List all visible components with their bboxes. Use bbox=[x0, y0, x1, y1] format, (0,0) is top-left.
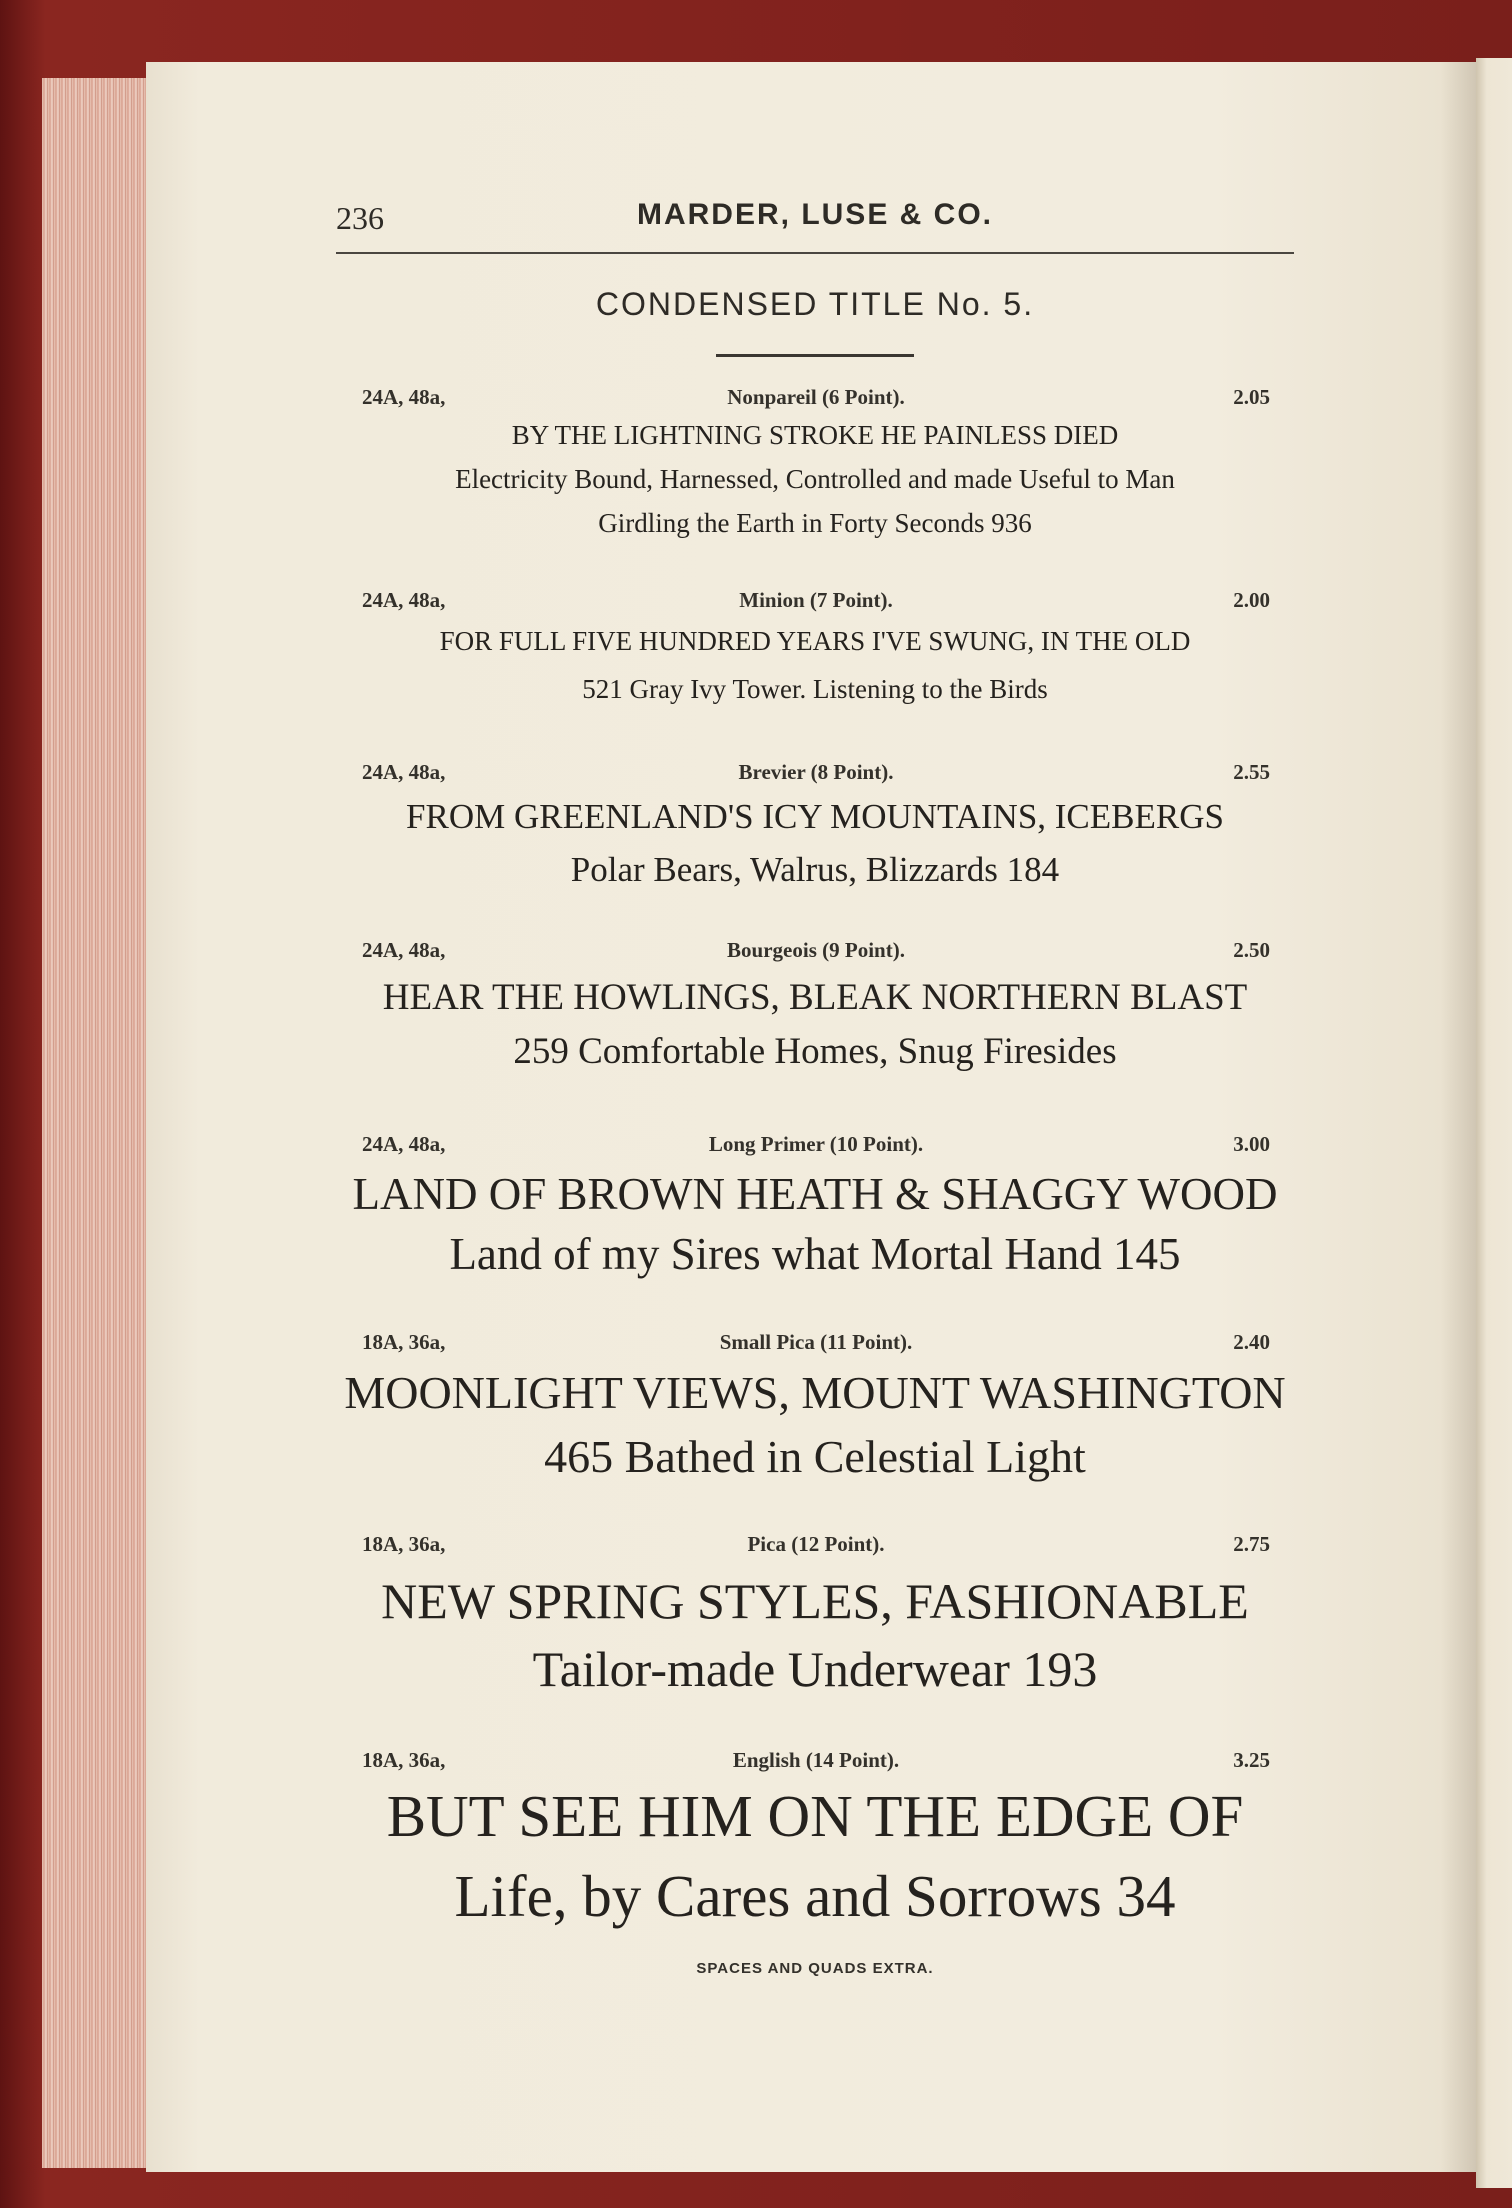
specimen-spec-english bbox=[362, 1748, 1270, 1778]
specimen-line: 259 Comfortable Homes, Snug Firesides bbox=[513, 1031, 1117, 1072]
specimen-count: 24A, 48a, bbox=[362, 1132, 446, 1156]
specimen-line: Land of my Sires what Mortal Hand 145 bbox=[449, 1229, 1181, 1279]
specimen-price: 2.05 bbox=[1233, 385, 1270, 409]
specimen-line: Life, by Cares and Sorrows 34 bbox=[454, 1863, 1176, 1929]
section-title: CONDENSED TITLE No. 5. bbox=[595, 286, 1035, 322]
title-rule bbox=[716, 354, 914, 357]
specimen-line: FOR FULL FIVE HUNDRED YEARS I'VE SWUNG, IN THE OLD bbox=[439, 626, 1191, 656]
page-edges bbox=[42, 78, 152, 2168]
specimen-count: 18A, 36a, bbox=[362, 1748, 446, 1772]
specimen-price: 2.55 bbox=[1233, 760, 1270, 784]
specimen-line: MOONLIGHT VIEWS, MOUNT WASHINGTON bbox=[344, 1367, 1286, 1418]
specimen-price: 2.50 bbox=[1233, 938, 1270, 962]
specimen-count: 24A, 48a, bbox=[362, 760, 446, 784]
header-rule bbox=[336, 252, 1294, 254]
specimen-line: Polar Bears, Walrus, Blizzards 184 bbox=[570, 850, 1060, 889]
specimen-count: 18A, 36a, bbox=[362, 1532, 446, 1556]
specimen-count: 24A, 48a, bbox=[362, 588, 446, 612]
specimen-count: 24A, 48a, bbox=[362, 385, 446, 409]
specimen-size: English (14 Point). bbox=[732, 1748, 900, 1772]
footer-note: SPACES AND QUADS EXTRA. bbox=[696, 1960, 934, 1977]
specimen-line: Girdling the Earth in Forty Seconds 936 bbox=[598, 508, 1032, 538]
specimen-size: Nonpareil (6 Point). bbox=[727, 385, 905, 409]
specimen-count: 24A, 48a, bbox=[362, 938, 446, 962]
specimen-line: BY THE LIGHTNING STROKE HE PAINLESS DIED bbox=[511, 420, 1119, 450]
specimen-spec-small-pica bbox=[362, 1330, 1270, 1360]
specimen-spec-brevier bbox=[362, 760, 1270, 790]
specimen-line: LAND OF BROWN HEATH & SHAGGY WOOD bbox=[352, 1169, 1278, 1219]
specimen-count: 18A, 36a, bbox=[362, 1330, 446, 1354]
specimen-line: 465 Bathed in Celestial Light bbox=[544, 1431, 1086, 1482]
specimen-spec-pica bbox=[362, 1532, 1270, 1562]
specimen-line: Tailor-made Underwear 193 bbox=[532, 1641, 1098, 1697]
specimen-spec-minion bbox=[362, 588, 1270, 618]
gutter-shadow bbox=[1440, 62, 1480, 2172]
specimen-line: Electricity Bound, Harnessed, Controlled and made Useful to Man bbox=[455, 464, 1175, 494]
specimen-line: 521 Gray Ivy Tower. Listening to the Birds bbox=[582, 674, 1048, 704]
facing-page-edge bbox=[1476, 58, 1512, 2188]
page-number: 236 bbox=[336, 200, 384, 236]
specimen-line: BUT SEE HIM ON THE EDGE OF bbox=[386, 1783, 1244, 1849]
page-header bbox=[336, 192, 1294, 252]
specimen-size: Small Pica (11 Point). bbox=[719, 1330, 913, 1354]
specimen-size: Brevier (8 Point). bbox=[738, 760, 894, 784]
specimen-line: NEW SPRING STYLES, FASHIONABLE bbox=[381, 1573, 1249, 1629]
specimen-price: 2.00 bbox=[1233, 588, 1270, 612]
specimen-size: Long Primer (10 Point). bbox=[708, 1132, 924, 1156]
specimen-spec-long-primer bbox=[362, 1132, 1270, 1162]
specimen-price: 3.00 bbox=[1233, 1132, 1270, 1156]
specimen-price: 3.25 bbox=[1233, 1748, 1270, 1772]
specimen-line: HEAR THE HOWLINGS, BLEAK NORTHERN BLAST bbox=[382, 977, 1248, 1018]
specimen-price: 2.75 bbox=[1233, 1532, 1270, 1556]
specimen-line: FROM GREENLAND'S ICY MOUNTAINS, ICEBERGS bbox=[406, 797, 1224, 836]
specimen-size: Bourgeois (9 Point). bbox=[727, 938, 905, 962]
specimen-spec-nonpareil bbox=[362, 385, 1270, 415]
specimen-size: Pica (12 Point). bbox=[747, 1532, 885, 1556]
specimen-size: Minion (7 Point). bbox=[739, 588, 893, 612]
book-page bbox=[146, 62, 1476, 2172]
running-title: MARDER, LUSE & CO. bbox=[636, 198, 993, 231]
specimen-spec-bourgeois bbox=[362, 938, 1270, 968]
specimen-price: 2.40 bbox=[1233, 1330, 1270, 1354]
